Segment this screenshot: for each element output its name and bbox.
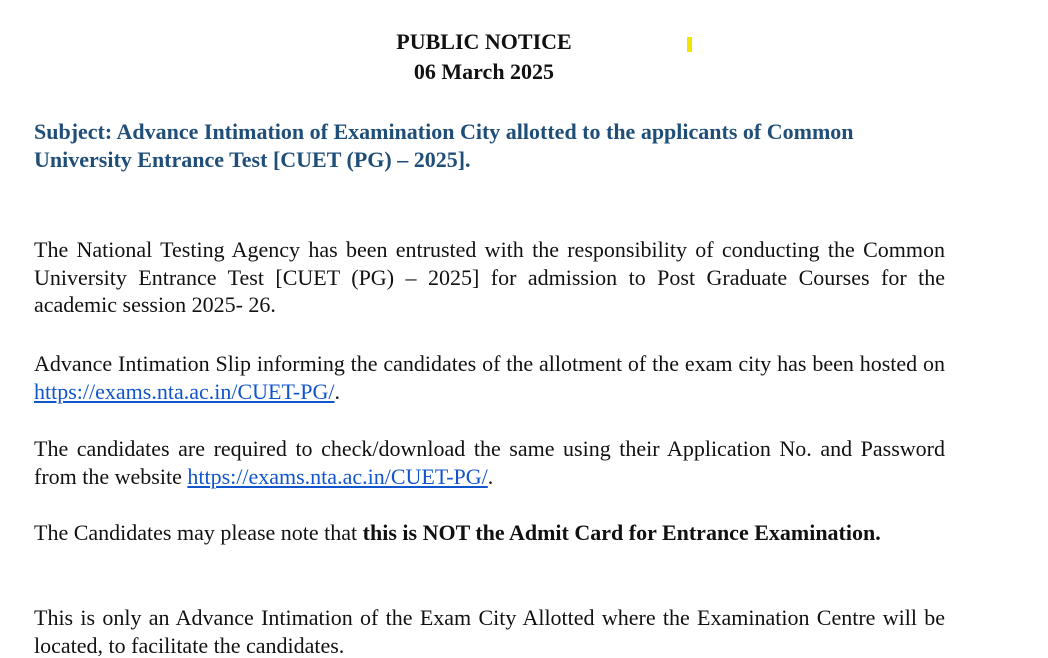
cuet-pg-link[interactable]: https://exams.nta.ac.in/CUET-PG/ [34, 378, 335, 404]
paragraph-purpose: This is only an Advance Intimation of the Exam City Allotted where the Examination Centre will be located, to facilitate the candidates. [34, 605, 945, 658]
paragraph-intimation-slip-text: Advance Intimation Slip informing the candidates of the allotment of the exam city has been hosted on [34, 351, 945, 376]
highlight-marker [687, 37, 692, 52]
paragraph-admit-card-note [34, 519, 945, 547]
notice-date: 06 March 2025 [413, 59, 555, 84]
paragraph-admit-card-text: The Candidates may please note that [34, 520, 363, 545]
paragraph-download-text: The candidates are required to check/download the same using their Application No. and Password from the website [34, 436, 945, 489]
paragraph-intimation-slip-end: . [334, 378, 340, 404]
cuet-pg-website-link[interactable]: https://exams.nta.ac.in/CUET-PG/ [187, 463, 488, 489]
admit-card-warning: this is NOT the Admit Card for Entrance Examination. [362, 520, 881, 545]
paragraph-agency: The National Testing Agency has been entrusted with the responsibility of conducting the Common University Entrance Test [CUET (PG) – 2025] for admission to Post Graduate Courses for the academic session 2025- 26. [34, 237, 945, 317]
paragraph-intimation-slip [34, 350, 945, 405]
notice-subject: Subject: Advance Intimation of Examination City allotted to the applicants of Common University Entrance Test [CUET (PG) – 2025]. [34, 119, 854, 172]
paragraph-download [34, 435, 945, 490]
notice-title: PUBLIC NOTICE [396, 29, 572, 54]
paragraph-download-end: . [487, 463, 494, 489]
